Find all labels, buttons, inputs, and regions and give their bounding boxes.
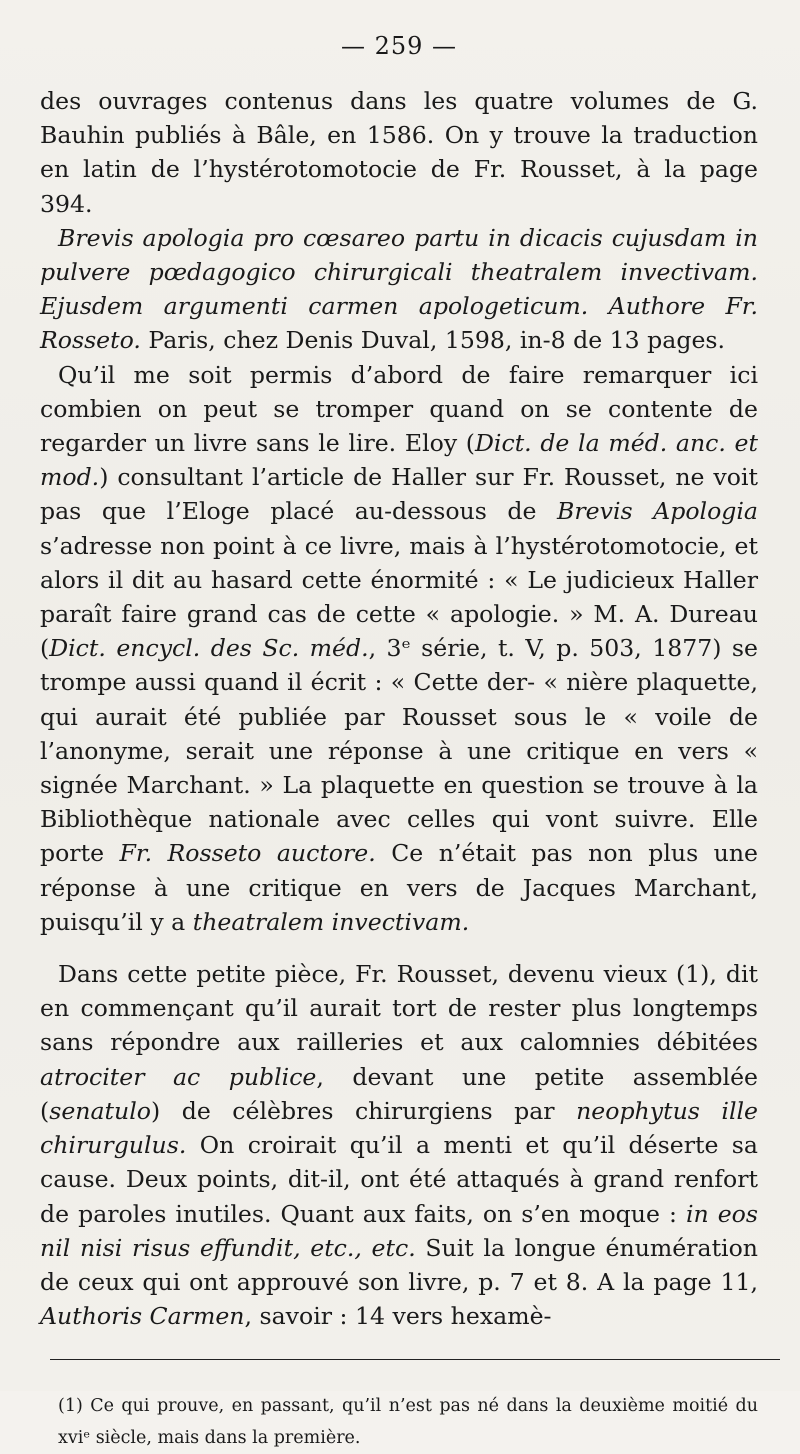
text-run: , devant une petite assemblée ( — [40, 1062, 758, 1125]
italic-text: senatulo — [49, 1096, 151, 1125]
text-run: ) de célèbres chirurgiens par — [150, 1096, 577, 1125]
footnote-rule — [50, 1359, 780, 1360]
text-run: s’adresse non point à ce livre, mais à l’hystérotomotocie, et alors il dit au hasard cette énormité : « Le judicieux Haller paraît faire grand cas de cette « apologie. » M. A. Dureau ( — [40, 531, 758, 663]
text-run: Ce n’était pas non plus une réponse à une critique en vers de Jacques Marchant, puisqu’il y a — [40, 839, 758, 936]
italic-text: Authoris Carmen — [40, 1302, 245, 1331]
paragraph — [40, 358, 758, 939]
main-text — [40, 84, 758, 1333]
italic-text: atrociter ac publice — [40, 1062, 317, 1091]
italic-text: Dict. encycl. des Sc. méd. — [49, 634, 369, 663]
text-run: Paris, chez Denis Duval, 1598, in-8 de 13 pages. — [140, 326, 726, 355]
footnote: (1) Ce qui prouve, en passant, qu’il n’est pas né dans la deuxième moitié du xviᵉ siècle, mais dans la première. — [58, 1396, 758, 1449]
text-run: , 3ᵉ série, t. V, p. 503, 1877) se trompe aussi quand il écrit : « Cette der- « nière plaquette, qui aurait été publiée par Rousset sous le « voile de l’anonyme, serait une réponse à une critique en vers « signée Marchant. » La plaquette en question se trouve à la Bibliothèque nationale avec celles qui vont suivre. Elle porte — [40, 634, 759, 868]
italic-text: Dict. de la méd. anc. et mod. — [40, 429, 758, 492]
italic-text: Fr. Rosseto auctore. — [119, 839, 376, 868]
paragraph — [40, 957, 758, 1333]
italic-text: Brevis apologia pro cœsareo partu in dicacis cujusdam in pulvere pœdagogico chirurgicali theatralem invectivam. Ejusdem argumenti carmen apologeticum. Authore Fr. Rosseto. — [40, 223, 758, 355]
footnotes — [40, 1390, 758, 1454]
text-run: des ouvrages contenus dans les quatre volumes de G. Bauhin publiés à Bâle, en 1586. On y trouve la traduction en latin de l’hystérotomotocie de Fr. Rousset, à la page 394. — [40, 87, 758, 218]
text-run: Dans cette petite pièce, Fr. Rousset, devenu vieux (1), dit en commençant qu’il aurait tort de rester plus longtemps sans répondre aux railleries et aux calomnies débitées — [40, 960, 758, 1057]
italic-text: in eos nil nisi risus effundit, etc., etc. — [40, 1199, 758, 1262]
italic-text: Brevis Apologia — [557, 497, 758, 526]
text-run: Suit la longue énumération de ceux qui ont approuvé son livre, p. 7 et 8. A la page 11, — [40, 1233, 759, 1296]
text-run: Qu’il me soit permis d’abord de faire remarquer ici combien on peut se tromper quand on se contente de regarder un livre sans le lire. Eloy ( — [40, 360, 758, 458]
page-number: — 259 — — [340, 32, 458, 60]
text-run: , savoir : 14 vers hexamè- — [244, 1302, 552, 1331]
paragraph — [40, 84, 758, 221]
paragraph — [40, 221, 758, 358]
italic-text: theatralem invectivam. — [192, 907, 470, 936]
text-run: ) consultant l’article de Haller sur Fr. Rousset, ne voit pas que l’Eloge placé au-dessous de — [40, 463, 758, 526]
italic-text: neophytus ille chirurgulus. — [40, 1096, 758, 1160]
text-run: On croirait qu’il a menti et qu’il déserte sa cause. Deux points, dit-il, ont été attaqués à grand renfort de paroles inutiles. Quant aux faits, on s’en moque : — [40, 1131, 758, 1228]
